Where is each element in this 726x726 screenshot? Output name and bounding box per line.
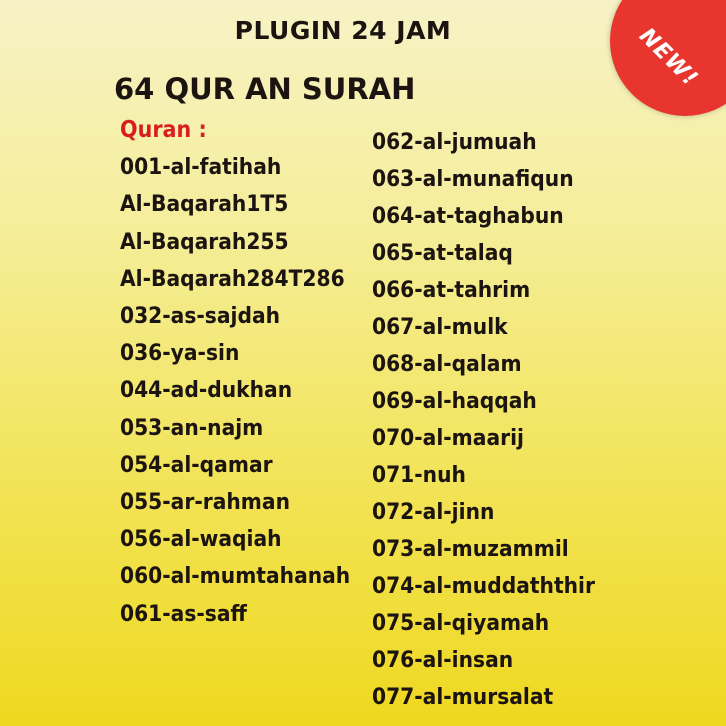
- surah-item: 074-al-muddaththir: [372, 573, 595, 599]
- list-heading: Quran :: [120, 117, 207, 143]
- surah-item: Al-Baqarah1T5: [120, 191, 289, 218]
- surah-item: 071-nuh: [372, 462, 466, 488]
- surah-item: 055-ar-rahman: [120, 489, 290, 516]
- surah-list-left: [120, 112, 351, 633]
- surah-item: 060-al-mumtahanah: [120, 563, 351, 590]
- surah-item: 070-al-maarij: [372, 425, 524, 451]
- page-title: PLUGIN 24 JAM: [234, 16, 452, 45]
- surah-item: 065-at-talaq: [372, 240, 513, 266]
- surah-item: 067-al-mulk: [372, 314, 508, 340]
- surah-item: 073-al-muzammil: [372, 536, 569, 562]
- surah-item: 036-ya-sin: [120, 340, 240, 367]
- surah-item: 072-al-jinn: [372, 499, 495, 525]
- badge-text: NEW!: [634, 23, 703, 92]
- surah-item: 066-at-tahrim: [372, 277, 531, 303]
- surah-item: 077-al-mursalat: [372, 684, 554, 710]
- surah-item: 032-as-sajdah: [120, 303, 281, 330]
- surah-item: 069-al-haqqah: [372, 388, 537, 414]
- surah-item: 068-al-qalam: [372, 351, 522, 377]
- surah-item: 063-al-munafiqun: [372, 166, 574, 192]
- surah-item: 054-al-qamar: [120, 451, 273, 478]
- surah-item: Al-Baqarah284T286: [120, 265, 345, 292]
- surah-item: 061-as-saff: [120, 600, 247, 627]
- surah-item: Al-Baqarah255: [120, 228, 289, 255]
- surah-item: 001-al-fatihah: [120, 154, 282, 181]
- page-subtitle: 64 QUR AN SURAH: [114, 72, 416, 106]
- surah-item: 056-al-waqiah: [120, 526, 282, 553]
- surah-item: 076-al-insan: [372, 647, 514, 673]
- surah-item: 044-ad-dukhan: [120, 377, 293, 404]
- surah-item: 064-at-taghabun: [372, 203, 564, 229]
- surah-item: 075-al-qiyamah: [372, 610, 550, 636]
- surah-item: 053-an-najm: [120, 414, 264, 441]
- surah-list-right: [372, 124, 624, 716]
- surah-item: 062-al-jumuah: [372, 129, 537, 155]
